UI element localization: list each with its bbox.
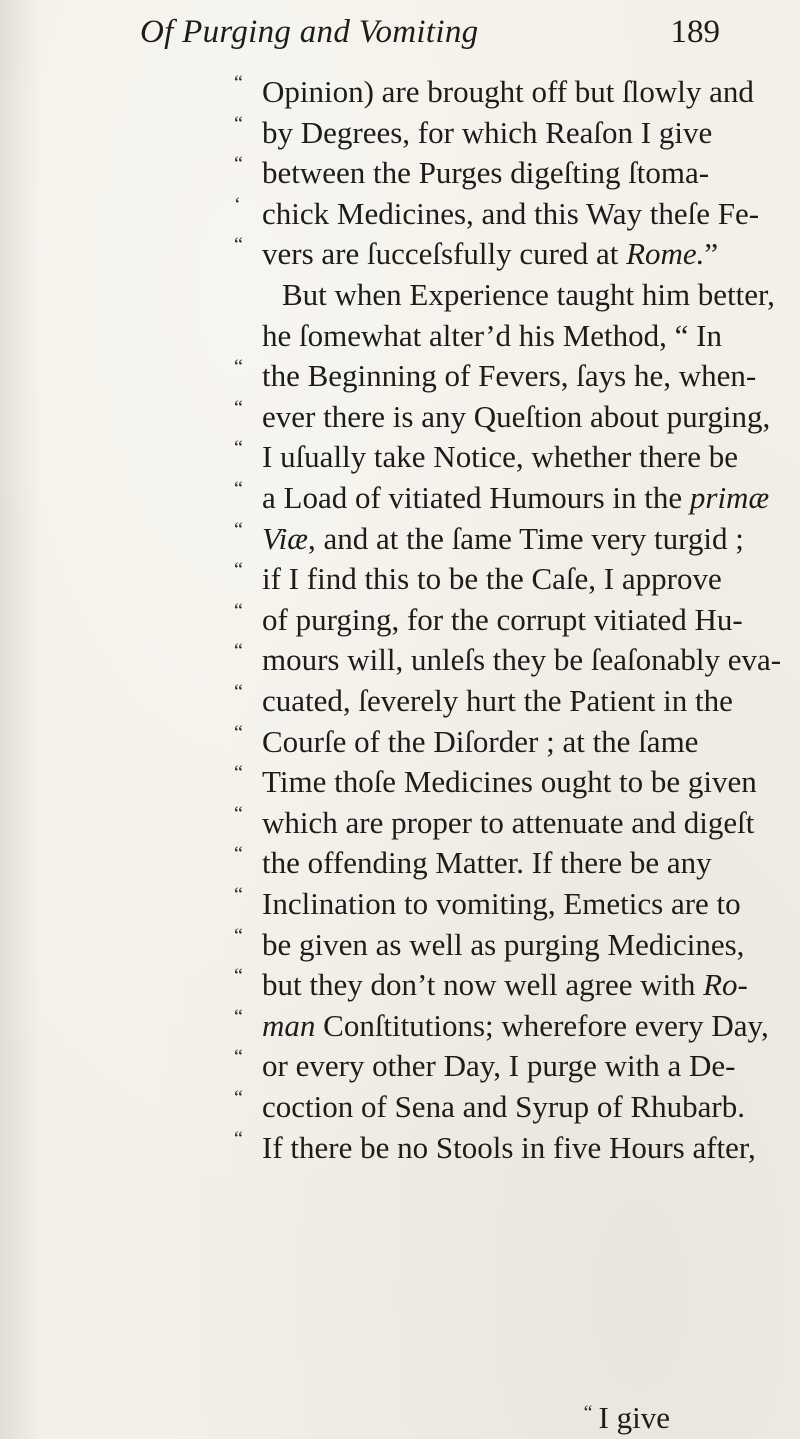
line-text: but they don’t now well agree with bbox=[262, 967, 704, 1003]
text-line bbox=[262, 316, 722, 356]
line-text-after: Conſtitutions; wherefore every Day, bbox=[315, 1007, 769, 1043]
text-line bbox=[234, 153, 710, 193]
catchword bbox=[560, 1398, 670, 1438]
quote-mark: “ bbox=[234, 721, 243, 744]
line-text: ever there is any Queſtion about purging, bbox=[262, 398, 771, 434]
text-line bbox=[234, 112, 713, 153]
quote-mark: “ bbox=[234, 965, 243, 988]
line-text: or every other Day, I purge with a De- bbox=[262, 1048, 736, 1084]
text-line bbox=[234, 884, 741, 924]
text-line bbox=[234, 437, 738, 477]
text-line bbox=[234, 518, 744, 559]
quote-mark: “ bbox=[234, 843, 243, 866]
line-text: be given as well as purging Medicines, bbox=[262, 926, 745, 962]
quote-mark: “ bbox=[234, 396, 243, 419]
line-text: vers are ſucceſsfully cured at bbox=[262, 236, 627, 272]
quote-mark: “ bbox=[234, 640, 243, 663]
line-text: If there be no Stools in five Hours after, bbox=[262, 1129, 756, 1165]
text-line bbox=[234, 72, 754, 112]
quote-mark: ‘ bbox=[234, 193, 241, 216]
italic-text: Rome. bbox=[626, 236, 705, 272]
text-line bbox=[234, 1087, 745, 1127]
quote-mark: “ bbox=[234, 762, 243, 785]
quote-mark: “ bbox=[234, 599, 243, 622]
line-text: between the Purges digeſting ſtoma- bbox=[262, 155, 710, 191]
text-line bbox=[234, 193, 760, 234]
line-text: Time thoſe Medicines ought to be given bbox=[262, 764, 757, 800]
line-text: which are proper to attenuate and digeſt bbox=[262, 804, 755, 840]
italic-text: primæ bbox=[689, 480, 770, 515]
text-line bbox=[282, 275, 775, 315]
quote-mark: “ bbox=[234, 884, 243, 906]
quote-mark: “ bbox=[234, 518, 243, 541]
text-line bbox=[234, 681, 733, 721]
quote-mark: “ bbox=[234, 1127, 243, 1150]
line-text: chick Medicines, and this Way theſe Fe- bbox=[262, 195, 760, 231]
text-line bbox=[234, 843, 712, 883]
line-text-after: ” bbox=[704, 236, 719, 272]
line-text: the Beginning of Fevers, ſays he, when- bbox=[262, 358, 757, 394]
line-text: Opinion) are brought off but ſlowly and bbox=[262, 74, 754, 109]
line-text: I uſually take Notice, whether there be bbox=[262, 439, 738, 475]
quote-mark: “ bbox=[234, 1087, 243, 1109]
quote-mark: “ bbox=[234, 924, 243, 947]
italic-text: man bbox=[262, 1007, 316, 1043]
text-line bbox=[234, 599, 743, 640]
text-line bbox=[234, 965, 748, 1005]
line-text: coction of Sena and Syrup of Rhubarb. bbox=[262, 1089, 745, 1124]
text-line bbox=[234, 356, 757, 396]
quote-mark: “ bbox=[234, 234, 243, 257]
quote-mark: “ bbox=[234, 1005, 243, 1028]
quote-mark: “ bbox=[234, 72, 243, 94]
text-line bbox=[234, 762, 757, 802]
running-head: Of Purging and Vomiting bbox=[140, 14, 479, 50]
quote-mark: “ bbox=[234, 356, 243, 379]
line-text: of purging, for the corrupt vitiated Hu- bbox=[262, 601, 743, 637]
quote-mark: “ bbox=[234, 112, 243, 135]
line-text: he ſomewhat alter’d his Method, “ In bbox=[262, 317, 722, 353]
text-line bbox=[234, 924, 745, 965]
italic-text: Viæ bbox=[262, 520, 308, 556]
quote-mark: “ bbox=[234, 1046, 243, 1069]
page-number: 189 bbox=[670, 14, 720, 50]
italic-text: Ro- bbox=[703, 967, 748, 1003]
line-text: a Load of vitiated Humours in the bbox=[262, 480, 690, 515]
quote-mark: “ bbox=[234, 681, 243, 703]
text-line bbox=[234, 234, 719, 274]
quote-mark: “ bbox=[234, 478, 243, 500]
quote-mark: “ bbox=[234, 437, 243, 460]
line-text: by Degrees, for which Reaſon I give bbox=[262, 114, 713, 150]
text-line bbox=[234, 1046, 736, 1086]
line-text: mours will, unleſs they be ſeaſonably eva- bbox=[262, 642, 782, 678]
catchword-text: I give bbox=[598, 1400, 670, 1435]
text-line bbox=[234, 1005, 769, 1046]
text-line bbox=[234, 802, 755, 843]
text-line bbox=[234, 640, 782, 680]
line-text: if I find this to be the Caſe, I approve bbox=[262, 561, 722, 597]
quote-mark: “ bbox=[234, 559, 243, 582]
text-line bbox=[234, 1127, 756, 1168]
line-text: Inclination to vomiting, Emetics are to bbox=[262, 886, 741, 921]
text-line bbox=[234, 478, 770, 518]
quote-mark: “ bbox=[583, 1402, 593, 1424]
text-line bbox=[234, 396, 771, 437]
text-line bbox=[234, 721, 699, 762]
line-text: But when Experience taught him better, bbox=[282, 277, 775, 312]
quote-mark: “ bbox=[234, 153, 243, 176]
line-text: Courſe of the Diſorder ; at the ſame bbox=[262, 723, 699, 759]
line-text-after: , and at the ſame Time very turgid ; bbox=[307, 520, 744, 556]
line-text: cuated, ſeverely hurt the Patient in the bbox=[262, 683, 733, 718]
line-text: the offending Matter. If there be any bbox=[262, 845, 712, 881]
text-line bbox=[234, 559, 722, 599]
quote-mark: “ bbox=[234, 802, 243, 825]
